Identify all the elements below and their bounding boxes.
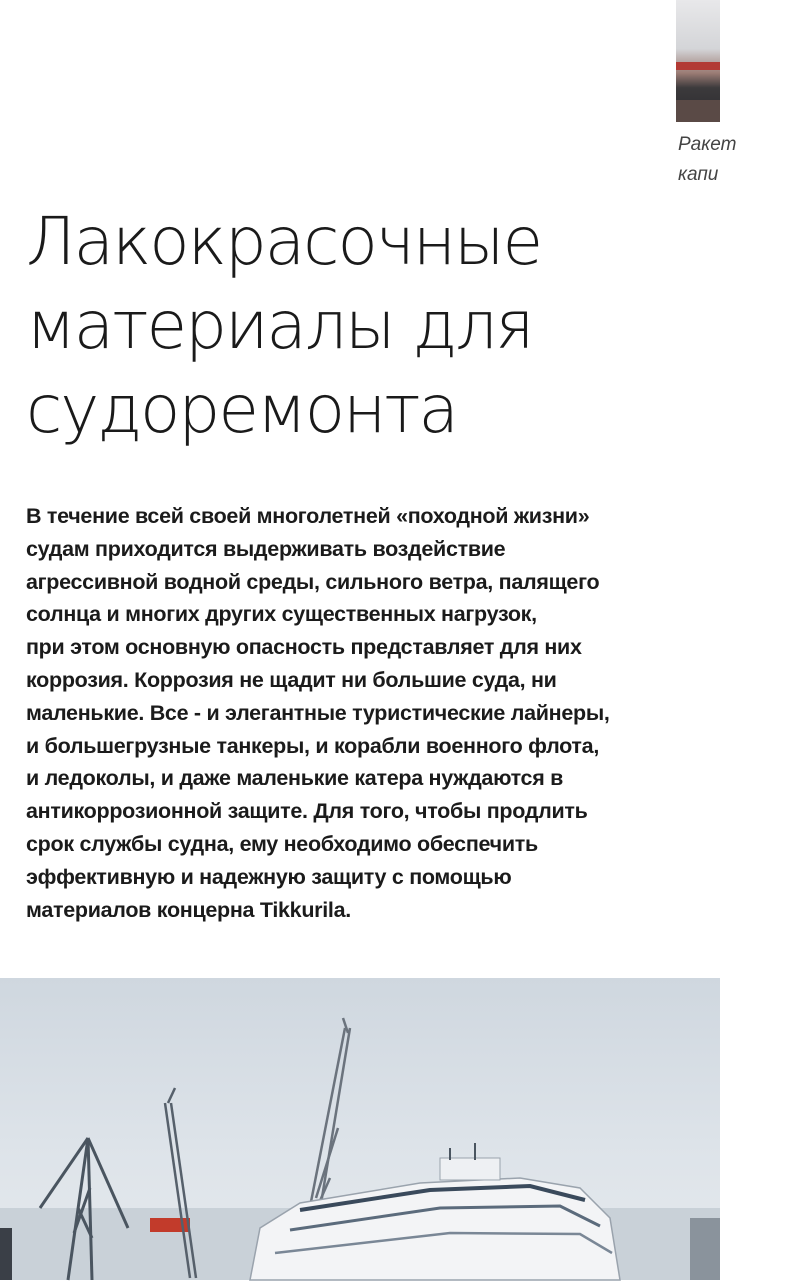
photo-caption	[678, 130, 798, 190]
title-line: судоремонта	[26, 371, 457, 448]
lead-line: и большегрузные танкеры, и корабли военного флота,	[26, 733, 599, 758]
article-title	[26, 200, 706, 452]
caption-line: капи	[678, 164, 719, 185]
lead-paragraph	[26, 500, 716, 926]
caption-line: Ракет	[678, 134, 737, 155]
lead-line: эффективную и надежную защиту с помощью	[26, 864, 512, 889]
lead-line: агрессивной водной среды, сильного ветра, палящего	[26, 569, 600, 594]
shipyard-photo	[0, 978, 720, 1280]
lead-line: при этом основную опасность представляет для них	[26, 635, 582, 660]
lead-line: В течение всей своей многолетней «походной жизни»	[26, 504, 590, 528]
ship-photo-top	[676, 0, 720, 122]
lead-line: солнца и многих других существенных нагрузок,	[26, 602, 537, 627]
ship-hull-stripe	[676, 62, 720, 70]
lead-line: маленькие. Все - и элегантные туристические лайнеры,	[26, 700, 610, 725]
lead-line: коррозия. Коррозия не щадит ни большие суда, ни	[26, 667, 557, 692]
title-line: Лакокрасочные	[26, 203, 542, 280]
shipyard-illustration	[0, 978, 720, 1280]
lead-line: и ледоколы, и даже маленькие катера нуждаются в	[26, 766, 564, 791]
title-line: материалы для	[26, 287, 533, 364]
lead-line: судам приходится выдерживать воздействие	[26, 536, 506, 561]
lead-line: материалов концерна Tikkurila.	[26, 897, 351, 922]
lead-line: срок службы судна, ему необходимо обеспечить	[26, 831, 538, 856]
water-area	[676, 100, 720, 122]
cruise-ship	[250, 1143, 620, 1280]
lead-line: антикоррозионной защите. Для того, чтобы продлить	[26, 799, 588, 824]
